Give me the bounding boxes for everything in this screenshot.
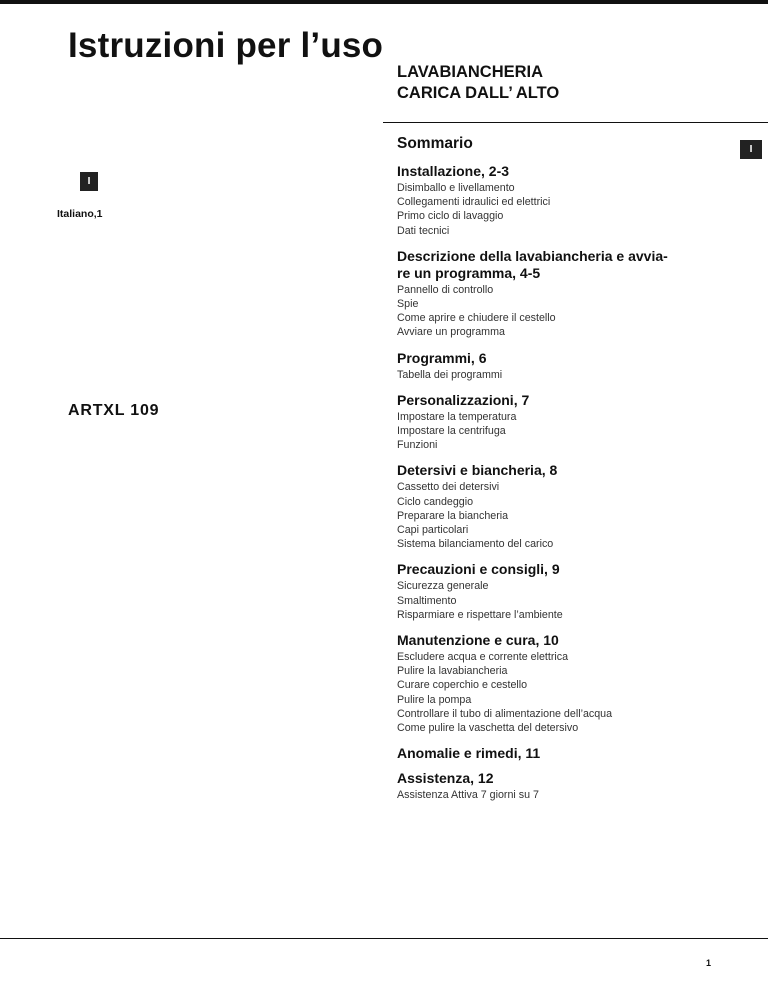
- product-type-line-2: CARICA DALL’ ALTO: [397, 84, 560, 102]
- language-badge: I: [80, 172, 98, 191]
- model-code: ARTXL 109: [68, 402, 160, 419]
- toc-item: Smaltimento: [397, 594, 457, 607]
- toc-item: Escludere acqua e corrente elettrica: [397, 651, 569, 664]
- language-caption: Italiano,1: [57, 208, 103, 220]
- toc-section-title: Anomalie e rimedi, 11: [397, 745, 541, 762]
- toc-section-title: Programmi, 6: [397, 349, 487, 366]
- toc-item: Ciclo candeggio: [397, 495, 474, 508]
- table-of-contents: [397, 135, 727, 813]
- toc-item: Sicurezza generale: [397, 580, 489, 593]
- toc-item: Sistema bilanciamento del carico: [397, 538, 554, 551]
- toc-section-title: Installazione, 2-3: [397, 163, 510, 179]
- footer-divider: [0, 938, 768, 939]
- toc-item: Cassetto dei detersivi: [397, 481, 500, 494]
- toc-section-title: Personalizzazioni, 7: [397, 391, 530, 408]
- toc-item: Collegamenti idraulici ed elettrici: [397, 196, 551, 209]
- toc-item: Dati tecnici: [397, 224, 450, 237]
- toc-item: Spie: [397, 298, 419, 311]
- toc-section-installazione: [397, 164, 727, 238]
- page-number: 1: [706, 958, 712, 968]
- toc-item: Avviare un programma: [397, 326, 505, 339]
- product-type: [397, 62, 559, 104]
- toc-section-precauzioni: [397, 562, 727, 622]
- document-title: Istruzioni per l’uso: [68, 26, 384, 65]
- toc-section-title-line-1: Descrizione della lavabiancheria e avvia-: [397, 247, 668, 264]
- toc-section-descrizione: [397, 249, 727, 340]
- toc-item: Pannello di controllo: [397, 283, 494, 296]
- toc-item: Come pulire la vaschetta del detersivo: [397, 722, 579, 735]
- toc-item: Pulire la pompa: [397, 693, 472, 706]
- toc-item: Risparmiare e rispettare l’ambiente: [397, 608, 563, 621]
- toc-item: Capi particolari: [397, 524, 469, 537]
- toc-section-detersivi: [397, 463, 727, 551]
- toc-section-manutenzione: [397, 633, 727, 735]
- product-type-line-1: LAVABIANCHERIA: [397, 63, 544, 81]
- toc-section-anomalie: [397, 746, 727, 760]
- toc-section-title: Detersivi e biancheria, 8: [397, 462, 558, 479]
- toc-item: Funzioni: [397, 439, 438, 452]
- toc-heading: Sommario: [397, 135, 473, 152]
- toc-item: Pulire la lavabiancheria: [397, 665, 508, 678]
- toc-section-title: Precauzioni e consigli, 9: [397, 561, 560, 578]
- toc-item: Impostare la temperatura: [397, 410, 517, 423]
- language-tab: I: [740, 140, 762, 159]
- toc-section-title-line-2: re un programma, 4-5: [397, 264, 541, 281]
- toc-item: Primo ciclo di lavaggio: [397, 210, 504, 223]
- toc-section-personalizzazioni: [397, 393, 727, 453]
- toc-item: Assistenza Attiva 7 giorni su 7: [397, 789, 539, 802]
- toc-item: Curare coperchio e cestello: [397, 679, 528, 692]
- toc-section-programmi: [397, 351, 727, 382]
- toc-item: Impostare la centrifuga: [397, 425, 506, 438]
- toc-section-title: Assistenza, 12: [397, 770, 494, 787]
- toc-section-title: Manutenzione e cura, 10: [397, 632, 559, 649]
- toc-item: Preparare la biancheria: [397, 509, 509, 522]
- top-border: [0, 0, 768, 4]
- toc-item: Come aprire e chiudere il cestello: [397, 312, 556, 325]
- header-divider: [383, 122, 768, 123]
- toc-item: Tabella dei programmi: [397, 368, 503, 381]
- toc-item: Disimballo e livellamento: [397, 182, 515, 194]
- toc-item: Controllare il tubo di alimentazione dell’acqua: [397, 707, 613, 720]
- toc-section-assistenza: [397, 771, 727, 802]
